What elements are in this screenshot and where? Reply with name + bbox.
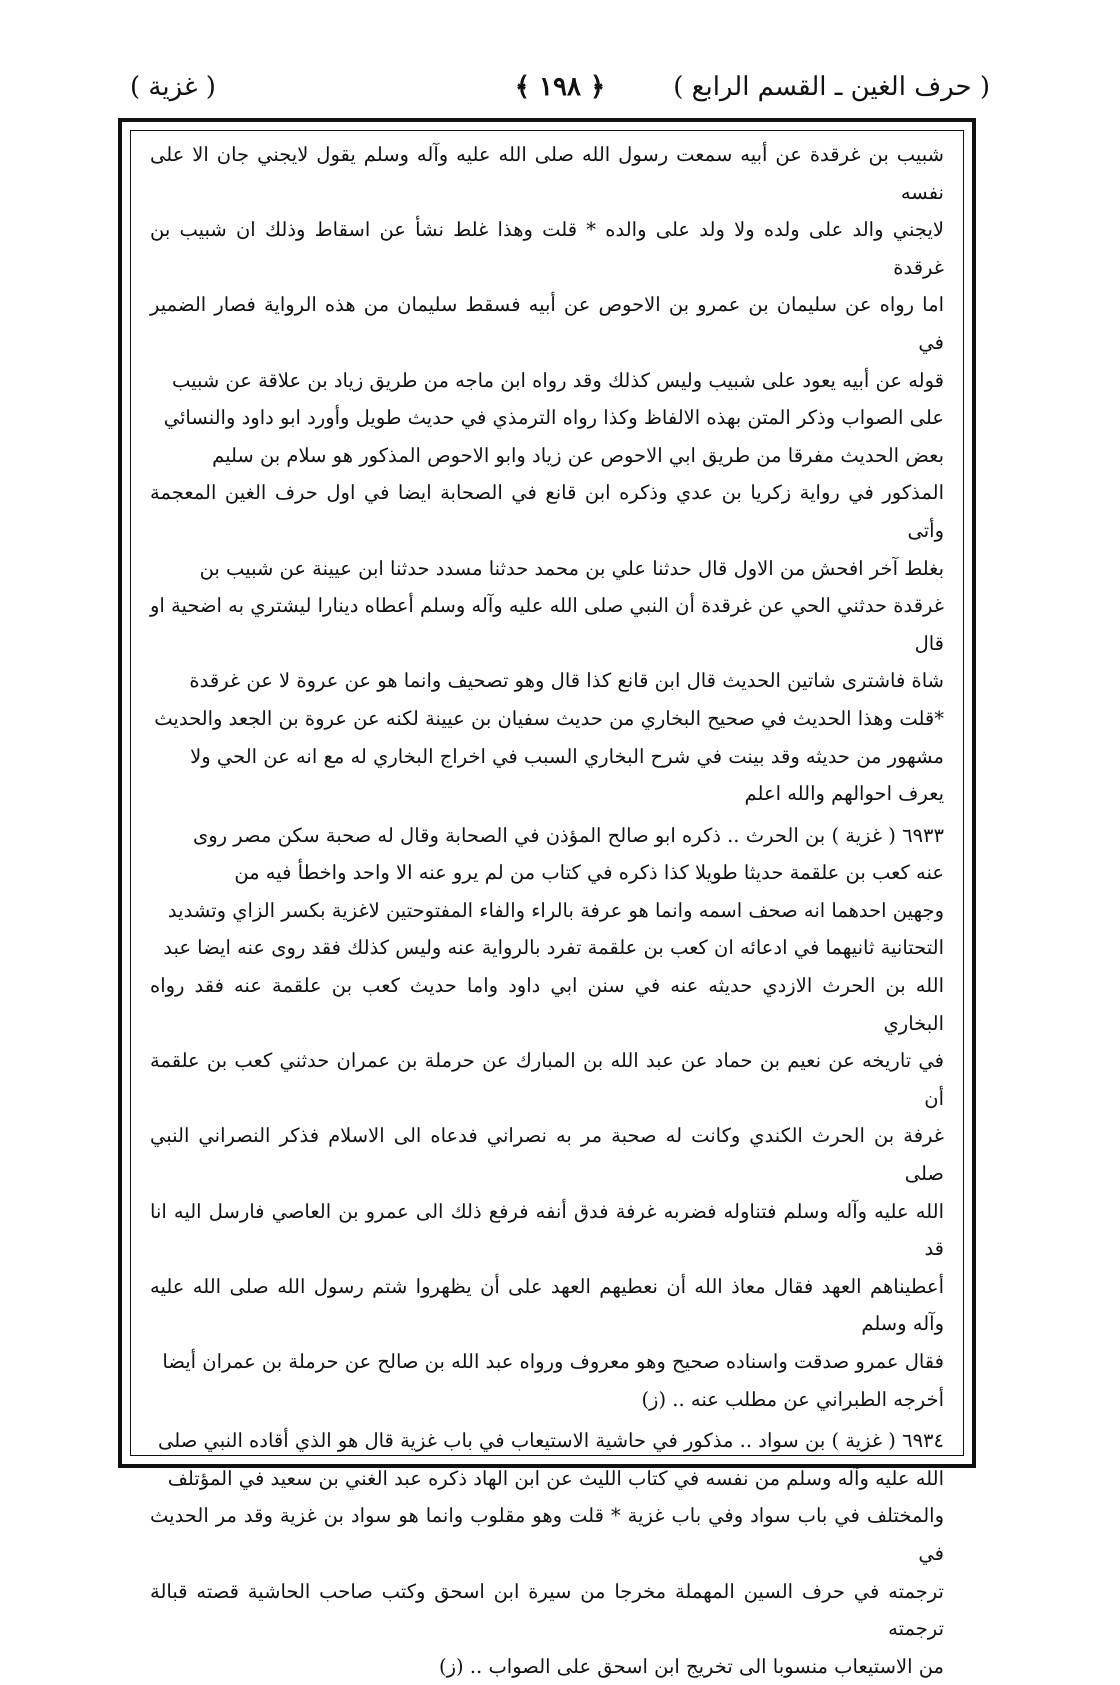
body-text [150, 136, 944, 1685]
text-line: على الصواب وذكر المتن بهذه الالفاظ وكذا رواه الترمذي في حديث طويل وأورد ابو داود والنسائي [163, 406, 944, 430]
text-line: الله عليه وآله وسلم فتناوله فضربه غرفة فدق أنفه فرفع ذلك الى عمرو بن العاصي فارسل اليه انا قد [150, 1199, 944, 1261]
text-line: الله بن الحرث الازدي حديثه عنه في سنن ابي داود واما حديث كعب بن علقمة عنه فقد رواه البخاري [150, 974, 944, 1035]
text-line: يعرف احوالهم والله اعلم [744, 782, 944, 806]
text-line: في تاريخه عن نعيم بن حماد عن عبد الله بن المبارك عن حرملة بن عمران حدثني كعب بن علقمة أن [150, 1049, 944, 1110]
text-line: ٦٩٣٣ ( غزية ) بن الحرث .. ذكره ابو صالح المؤذن في الصحابة وقال له صحبة سكن مصر روى [192, 823, 944, 847]
text-line: غرفة بن الحرث الكندي وكانت له صحبة مر به نصراني فدعاه الى الاسلام فذكر النصراني النبي صلى [150, 1124, 944, 1186]
text-line: وجهين احدهما انه صحف اسمه وانما هو عرفة بالراء والفاء المفتوحتين لاغزية بكسر الزاي وتشديد [167, 898, 944, 922]
text-line: اما رواه عن سليمان بن عمرو بن الاحوص عن أبيه فسقط سليمان من هذه الرواية فصار الضمير في [150, 293, 944, 354]
text-line: شاة فاشترى شاتين الحديث قال ابن قانع كذا قال وهو تصحيف وانما هو عن عروة لا عن غرقدة [189, 669, 944, 693]
text-line: والمختلف في باب سواد وفي باب غزية * قلت وهو مقلوب وانما هو سواد بن غزية وقد مر الحديث في [150, 1504, 944, 1565]
text-line: بعض الحديث مفرقا من طريق ابي الاحوص عن زياد وابو الاحوص المذكور هو سلام بن سليم [212, 443, 944, 467]
text-line: مشهور من حديثه وقد بينت في شرح البخاري السبب في اخراج البخاري له مع انه عن الحي ولا [190, 744, 944, 768]
text-line: غرقدة حدثني الحي عن غرقدة أن النبي صلى الله عليه وآله وسلم أعطاه دينارا ليشتري به اضحية او قال [150, 594, 944, 655]
text-line: التحتانية ثانيهما في ادعائه ان كعب بن علقمة تفرد بالرواية عنه وليس كذلك فقد روى عنه ايضا عبد [163, 936, 944, 960]
page-header [130, 72, 990, 120]
text-line: ترجمته في حرف السين المهملة مخرجا من سيرة ابن اسحق وكتب صاحب الحاشية قصته قبالة ترجمته [150, 1579, 944, 1641]
text-line: أعطيناهم العهد فقال معاذ الله أن نعطيهم العهد على أن يظهروا شتم رسول الله صلى الله عليه وآله وسلم [150, 1274, 944, 1336]
text-line: ٦٩٣٤ ( غزية ) بن سواد .. مذكور في حاشية الاستيعاب في باب غزية قال هو الذي أقاده النبي صلى [158, 1429, 944, 1453]
text-line: *قلت وهذا الحديث في صحيح البخاري من حديث سفيان بن عيينة لكنه عن عروة بن الجعد والحديث [154, 706, 944, 730]
text-line: قوله عن أبيه يعود على شبيب وليس كذلك وقد رواه ابن ماجه من طريق زياد بن علاقة عن شبيب [171, 368, 944, 392]
page-number: ﴿ ١٩٨ ﴾ [514, 72, 606, 102]
page-frame [118, 118, 976, 1678]
text-line: عنه كعب بن علقمة حديثا طويلا كذا ذكره في كتاب من لم يرو عنه الا واحد واخطأ فيه من [234, 861, 944, 885]
text-line: بغلط آخر افحش من الاول قال حدثنا علي بن محمد حدثنا مسدد حدثنا ابن عيينة عن شبيب بن [199, 556, 944, 580]
entry-name: ( غزية ) [130, 72, 216, 102]
text-line: الله عليه وآله وسلم من نفسه في كتاب الليث عن ابن الهاد ذكره عبد الغني بن سعيد في المؤتلف [167, 1466, 944, 1490]
text-line: لايجني والد على ولده ولا ولد على والده * قلت وهذا غلط نشأ عن اسقاط وذلك ان شبيب بن غرقدة [150, 218, 944, 279]
section-title: ( حرف الغين ـ القسم الرابع ) [673, 72, 990, 102]
text-line: أخرجه الطبراني عن مطلب عنه .. (ز) [641, 1387, 944, 1411]
text-line: شبيب بن غرقدة عن أبيه سمعت رسول الله صلى الله عليه وآله وسلم يقول لايجني جان الا على نفسه [150, 143, 944, 204]
text-line: من الاستيعاب منسوبا الى تخريج ابن اسحق على الصواب .. (ز) [439, 1654, 944, 1678]
text-line: المذكور في رواية زكريا بن عدي وذكره ابن قانع في الصحابة ايضا في اول حرف الغين المعجمة وأتى [150, 481, 944, 542]
text-line: فقال عمرو صدقت واسناده صحيح وهو معروف ورواه عبد الله بن صالح عن حرملة بن عمران أيضا [162, 1350, 944, 1373]
